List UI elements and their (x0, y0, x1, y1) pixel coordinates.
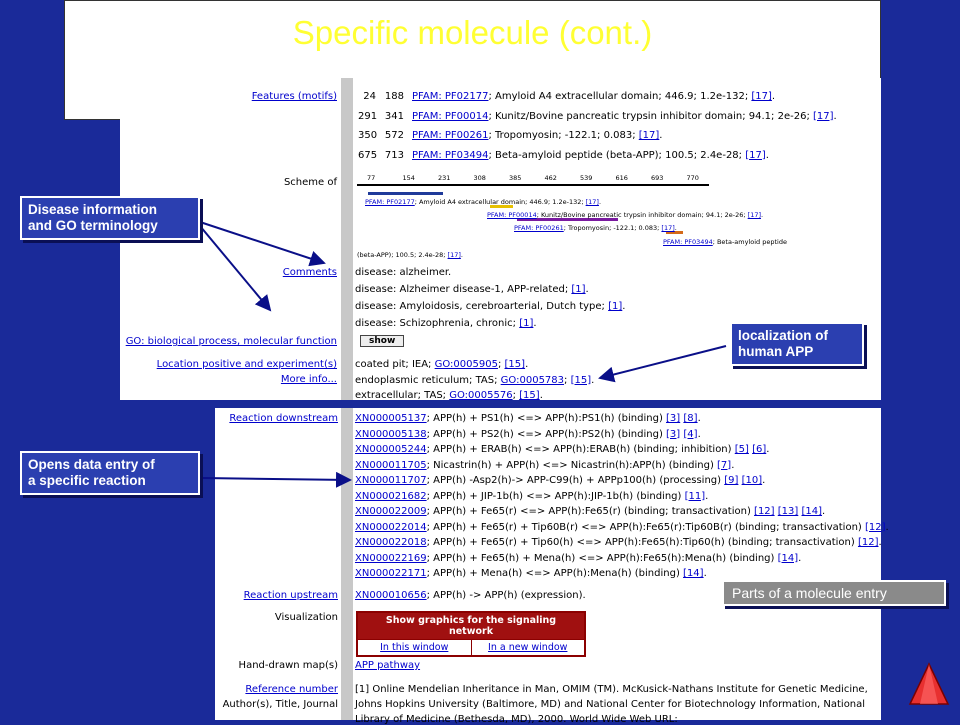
reaction-ref-link[interactable]: [12] (857, 537, 879, 548)
refnum-label-link[interactable]: Reference number (245, 684, 338, 695)
reaction-ref-link[interactable]: [9] (724, 475, 739, 486)
scheme-tick-label: 770 (686, 174, 699, 182)
feature-text: ; Amyloid A4 extracellular domain; 446.9; 1.2e-132; (488, 91, 752, 102)
feature-start: 291 (358, 110, 378, 122)
feature-end: 572 (384, 130, 404, 141)
reaction-id-link[interactable]: XN000021682 (355, 490, 427, 502)
reaction-ref-link[interactable]: [3] (666, 428, 681, 440)
feature-text: ; Beta-amyloid peptide (beta-APP); 100.5; 2.4e-28; (488, 149, 746, 161)
reaction-ref-link[interactable]: [3] (666, 413, 681, 424)
maps-label: Hand-drawn map(s) (238, 660, 338, 671)
scheme-tick-label: 231 (438, 174, 451, 182)
arrow-to-comments (200, 222, 324, 263)
comment-tail: . (622, 301, 626, 312)
scheme-tick-label: 462 (544, 174, 557, 182)
location-tail: . (525, 359, 529, 370)
pfam-link[interactable]: PFAM: PF03494 (412, 149, 489, 161)
reference-line-1: [1] Online Mendelian Inheritance in Man, OMIM (TM). McKusick-Nathans Institute for Genetic Medicine, (355, 684, 868, 695)
reaction-id-link[interactable]: XN000005244 (355, 444, 427, 455)
location-tail: . (539, 390, 543, 401)
reaction-ref-link[interactable]: [5] (734, 444, 749, 455)
location-mid: ; (497, 359, 505, 370)
ref-link[interactable]: [17] (745, 149, 766, 161)
location-ref-link[interactable]: [15] (519, 390, 540, 401)
reaction-row: XN000011705; Nicastrin(h) + APP(h) <=> Nicastrin(h):APP(h) (binding) [7]. (355, 459, 735, 471)
comment-text: disease: Schizophrenia, chronic; (355, 318, 520, 329)
feature-start: 350 (358, 130, 378, 141)
scheme-wrap-text: (beta-APP); 100.5; 2.4e-28; (357, 251, 448, 259)
reaction-ref-link[interactable]: [14] (683, 568, 704, 579)
scheme-ref-link[interactable]: [17] (747, 211, 761, 219)
location-pre: coated pit; IEA; (355, 359, 435, 370)
slide-title: Specific molecule (cont.) (292, 14, 653, 51)
feature-text: ; Tropomyosin; -122.1; 0.083; (488, 130, 639, 141)
downstream-label-link[interactable]: Reaction downstream (229, 413, 338, 424)
comment-tail: . (533, 318, 537, 329)
reaction-ref-link[interactable]: [6] (752, 444, 767, 455)
reaction-text: ; APP(h) + Mena(h) <=> APP(h):Mena(h) (binding) (426, 568, 684, 579)
scheme-row-text: ; Kunitz/Bovine pancreatic trypsin inhibitor domain; 94.1; 2e-26; (536, 211, 748, 219)
reaction-id-link[interactable]: XN000011707 (355, 475, 427, 486)
more-info-link[interactable]: More info... (280, 374, 337, 385)
reaction-id-link[interactable]: XN000022018 (355, 537, 427, 548)
scheme-wrap-ref[interactable]: [17] (447, 251, 461, 259)
location-tail: . (591, 374, 595, 386)
feature-tail: . (771, 91, 776, 102)
feature-start: 24 (363, 91, 376, 102)
reaction-text: ; APP(h) + JIP-1b(h) <=> APP(h):JIP-1b(h) (binding) (426, 490, 685, 502)
reaction-row: XN000022169; APP(h) + Fe65(h) + Mena(h) <=> APP(h):Fe65(h):Mena(h) (binding) [14]. (355, 552, 802, 564)
pfam-link[interactable]: PFAM: PF00014 (412, 110, 489, 122)
scheme-tick-label: 154 (402, 174, 415, 182)
ref-link[interactable]: [17] (638, 130, 660, 141)
comments-label-link[interactable]: Comments (282, 267, 337, 278)
scheme-row-text: ; Amyloid A4 extracellular domain; 446.9; 1.2e-132; (414, 198, 586, 206)
comment-ref-link[interactable]: [1] (571, 284, 586, 295)
show-go-button[interactable]: show (360, 335, 404, 347)
callout-localization (730, 322, 864, 366)
features-label-link[interactable]: Features (motifs) (251, 91, 337, 102)
reaction-text: ; Nicastrin(h) + APP(h) <=> Nicastrin(h):APP(h) (binding) (426, 459, 718, 471)
reaction-row: XN000011707; APP(h) -Asp2(h)-> APP-C99(h) + APPp100(h) (processing) [9] [10]. (355, 475, 766, 486)
comment-text: disease: alzheimer. (355, 267, 452, 278)
upstream-reaction-link[interactable]: XN000010656 (355, 590, 427, 601)
scheme-pfam-link[interactable]: PFAM: PF03494 (663, 238, 713, 246)
reaction-id-link[interactable]: XN000005137 (355, 413, 427, 424)
reaction-ref-link[interactable]: [13] (777, 506, 799, 517)
callout-reaction-line1: Opens data entry of (28, 457, 155, 472)
ref-link[interactable]: [17] (813, 110, 834, 122)
callout-disease-line2: and GO terminology (28, 218, 158, 233)
comment-ref-link[interactable]: [1] (608, 301, 623, 312)
reaction-text: ; APP(h) + PS2(h) <=> APP(h):PS2(h) (binding) (426, 428, 667, 440)
reaction-ref-link[interactable]: [10] (741, 475, 763, 486)
reaction-row: XN000022009; APP(h) + Fe65(r) <=> APP(h):Fe65(r) (binding; transactivation) [12] [13] [14]. (355, 506, 826, 517)
reaction-row: XN000021682; APP(h) + JIP-1b(h) <=> APP(h):JIP-1b(h) (binding) [11]. (355, 490, 709, 502)
reaction-text: ; APP(h) + PS1(h) <=> APP(h):PS1(h) (binding) (426, 413, 667, 424)
reaction-id-link[interactable]: XN000022169 (355, 552, 427, 564)
scheme-row-text: ; Tropomyosin; -122.1; 0.083; (563, 224, 662, 232)
comment-ref-link[interactable]: [1] (519, 318, 534, 329)
reaction-text: ; APP(h) + Fe65(r) <=> APP(h):Fe65(r) (binding; transactivation) (426, 506, 755, 517)
scheme-pfam-link[interactable]: PFAM: PF00014 (487, 211, 537, 219)
reaction-row: XN000005137; APP(h) + PS1(h) <=> APP(h):PS1(h) (binding) [3] [8]. (355, 413, 701, 424)
go-term-link[interactable]: GO:0005576 (449, 390, 513, 401)
reaction-text: ; APP(h) -Asp2(h)-> APP-C99(h) + APPp100(h) (processing) (426, 475, 725, 486)
callout-localization-line1: localization of (738, 328, 829, 343)
scheme-tick-label: 693 (651, 174, 664, 182)
upstream-label-link[interactable]: Reaction upstream (243, 590, 338, 601)
new-window-link[interactable]: In a new window (471, 639, 585, 655)
arrow-to-go (200, 226, 270, 310)
reaction-text: ; APP(h) + Fe65(r) + Tip60(h) <=> APP(h):Fe65(h):Tip60(h) (binding; transactivation) (426, 537, 858, 548)
pfam-link[interactable]: PFAM: PF02177 (412, 91, 489, 102)
scheme-pfam-link[interactable]: PFAM: PF02177 (365, 198, 415, 206)
reaction-text: ; APP(h) + Fe65(h) + Mena(h) <=> APP(h):Fe65(h):Mena(h) (binding) (426, 552, 778, 564)
callout-parts: Parts of a molecule entry (722, 580, 946, 606)
this-window-link[interactable]: In this window (358, 639, 471, 655)
scheme-row-tail: . (674, 224, 677, 232)
scheme-row-tail: . (598, 198, 602, 206)
feature-start: 675 (358, 149, 378, 161)
scheme-tick-label: 385 (509, 174, 522, 182)
reaction-row: XN000022014; APP(h) + Fe65(r) + Tip60B(r) <=> APP(h):Fe65(r):Tip60B(r) (binding; transactivation) [12]. (355, 521, 889, 533)
location-pre: endoplasmic reticulum; TAS; (355, 374, 501, 386)
arrow-to-location (600, 346, 726, 378)
location-mid: ; (512, 390, 520, 401)
comment-tail: . (585, 284, 589, 295)
app-pathway-link[interactable]: APP pathway (355, 660, 421, 671)
reaction-id-link[interactable]: XN000011705 (355, 459, 427, 471)
visualization-label: Visualization (274, 612, 338, 623)
callout-disease-line1: Disease information (28, 202, 158, 217)
navigation-up-button[interactable] (908, 662, 950, 706)
feature-tail: . (659, 130, 663, 141)
arrow-to-reaction (202, 478, 350, 480)
go-label-link[interactable]: GO: biological process, molecular function (125, 336, 337, 347)
feature-tail: . (765, 149, 769, 161)
location-mid: ; (564, 374, 571, 386)
feature-tail: . (833, 110, 837, 122)
feature-end: 188 (384, 91, 404, 102)
reaction-ref-link[interactable]: [11] (684, 490, 706, 502)
comment-text: disease: Amyloidosis, cerebroarterial, Dutch type; (355, 301, 609, 312)
reaction-ref-link[interactable]: [12] (754, 506, 775, 517)
reaction-ref-link[interactable]: [14] (801, 506, 823, 517)
scheme-label: Scheme of (283, 177, 337, 188)
reaction-ref-link[interactable]: [14] (777, 552, 799, 564)
reaction-id-link[interactable]: XN000022014 (355, 521, 427, 533)
scheme-ref-link[interactable]: [17] (585, 198, 599, 206)
authors-label: Author(s), Title, Journal (222, 699, 338, 710)
location-ref-link[interactable]: [15] (570, 374, 592, 386)
feature-end: 713 (384, 149, 404, 161)
reaction-id-link[interactable]: XN000022009 (355, 506, 427, 517)
reaction-text: ; APP(h) + ERAB(h) <=> APP(h):ERAB(h) (binding; inhibition) (426, 444, 735, 455)
reaction-id-link[interactable]: XN000005138 (355, 428, 427, 440)
reference-line-3: Library of Medicine (Bethesda, MD), 2000. World Wide Web URL: (355, 714, 678, 725)
upstream-reaction-text: ; APP(h) -> APP(h) (expression). (426, 590, 586, 601)
comment-text: disease: Alzheimer disease-1, APP-related; (355, 284, 572, 295)
feature-end: 341 (384, 110, 404, 122)
reaction-row: XN000022018; APP(h) + Fe65(r) + Tip60(h) <=> APP(h):Fe65(h):Tip60(h) (binding; transactivation) [12]. (355, 537, 882, 548)
reaction-row: XN000005244; APP(h) + ERAB(h) <=> APP(h):ERAB(h) (binding; inhibition) [5] [6]. (355, 444, 770, 455)
scheme-tick-label: 539 (580, 174, 593, 182)
reaction-text: ; APP(h) + Fe65(r) + Tip60B(r) <=> APP(h):Fe65(r):Tip60B(r) (binding; transactivation) (426, 521, 865, 533)
location-label-link[interactable]: Location positive and experiment(s) (156, 359, 337, 370)
scheme-wrap-tail: . (460, 251, 463, 259)
pfam-link[interactable]: PFAM: PF00261 (412, 130, 489, 141)
reaction-id-link[interactable]: XN000022171 (355, 568, 427, 579)
scheme-tick-label: 308 (473, 174, 486, 182)
reaction-ref-link[interactable]: [7] (717, 459, 732, 471)
scheme-ref-link[interactable]: [17] (661, 224, 675, 232)
callout-localization-line2: human APP (738, 344, 814, 359)
feature-text: ; Kunitz/Bovine pancreatic trypsin inhibitor domain; 94.1; 2e-26; (488, 110, 813, 122)
callout-reaction-line2: a specific reaction (28, 473, 146, 488)
reaction-row: XN000022171; APP(h) + Mena(h) <=> APP(h):Mena(h) (binding) [14]. (355, 568, 707, 579)
scheme-pfam-link[interactable]: PFAM: PF00261 (514, 224, 564, 232)
location-pre: extracellular; TAS; (355, 390, 450, 401)
scheme-row-tail: . (761, 211, 764, 219)
location-ref-link[interactable]: [15] (504, 359, 526, 370)
scheme-tick-label: 77 (367, 174, 376, 182)
reaction-ref-link[interactable]: [8] (683, 413, 698, 424)
callout-disease (20, 196, 200, 240)
go-term-link[interactable]: GO:0005905 (434, 359, 498, 370)
go-term-link[interactable]: GO:0005783 (500, 374, 565, 386)
reaction-ref-link[interactable]: [12] (865, 521, 886, 533)
reference-line-2: Johns Hopkins University (Baltimore, MD) and National Center for Biotechnology Information, National (355, 699, 866, 710)
ref-link[interactable]: [17] (751, 91, 772, 102)
graphics-header: Show graphics for the signaling network (358, 613, 584, 639)
scheme-row-text: ; Beta-amyloid peptide (712, 238, 787, 246)
reaction-ref-link[interactable]: [4] (683, 428, 698, 440)
scheme-tick-label: 616 (615, 174, 628, 182)
callout-reaction (20, 451, 200, 495)
reaction-row: XN000005138; APP(h) + PS2(h) <=> APP(h):PS2(h) (binding) [3] [4]. (355, 428, 701, 440)
